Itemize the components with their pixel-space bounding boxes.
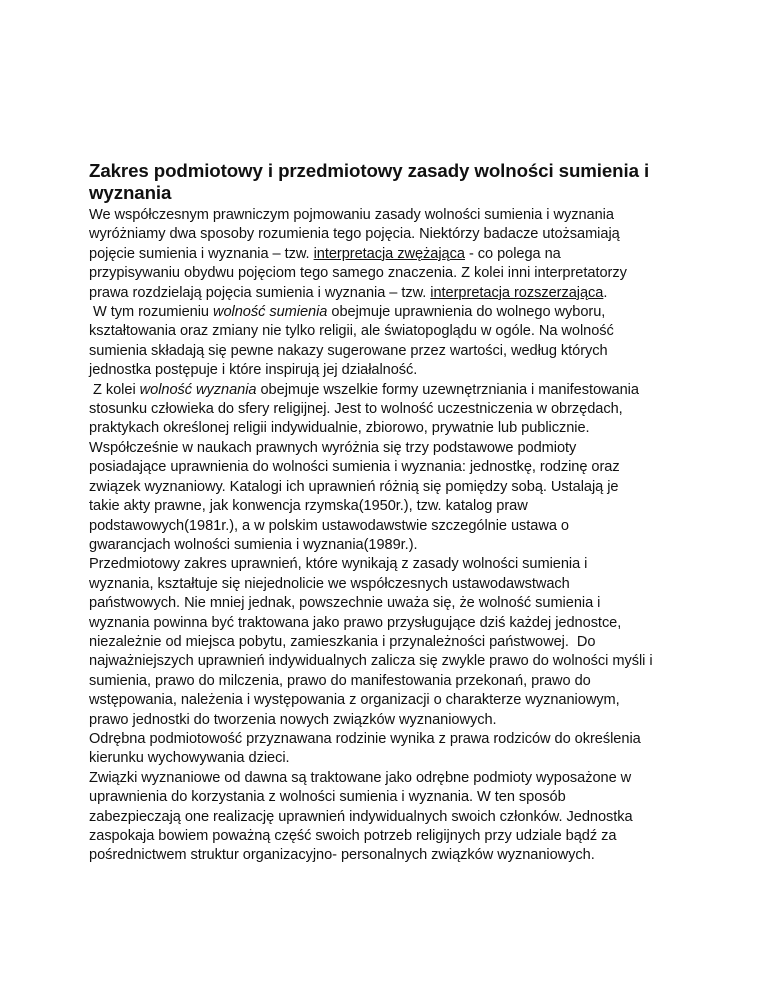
document-title [89,160,689,204]
text-line: prawa rozdzielają pojęcia sumienia i wyznania – tzw. interpretacja rozszerzająca. [89,284,608,301]
text-line: stosunku człowieka do sfery religijnej. Jest to wolność uczestniczenia w obrzędach, [89,401,623,418]
text-line: podstawowych(1981r.), a w polskim ustawodawstwie szczególnie ustawa o [89,517,569,534]
title-line: Zakres podmiotowy i przedmiotowy zasady wolności sumienia i [89,160,650,181]
text-line: niezależnie od miejsca pobytu, zamieszkania i przynależności państwowej. Do [89,633,596,650]
text-line: państwowych. Nie mniej jednak, powszechnie uważa się, że wolność sumienia i [89,595,601,612]
text-line: kierunku wychowywania dzieci. [89,750,290,767]
term-interpretacja-zwezajaca: interpretacja zwężająca [313,245,465,262]
text-line: wstępowania, należenia i występowania z organizacji o charakterze wyznaniowym, [89,692,620,709]
text-line: We współczesnym prawniczym pojmowaniu zasady wolności sumienia i wyznania [89,207,614,223]
text-line: Odrębna podmiotowość przyznawana rodzinie wynika z prawa rodziców do określenia [89,730,641,747]
text-line: Współcześnie w naukach prawnych wyróżnia się trzy podstawowe podmioty [89,439,577,456]
text-line: zabezpieczają one realizację uprawnień indywidualnych swoich członków. Jednostka [89,808,633,825]
text-line: związek wyznaniowy. Katalogi ich uprawnień różnią się pomiędzy sobą. Ustalają je [89,478,619,495]
text-line: wyznania powinna być traktowana jako prawo przysługujące dziś każdej jednostce, [89,614,622,631]
text-line: takie akty prawne, jak konwencja rzymska(1950r.), tzw. katalog praw [89,498,528,515]
text-line: kształtowania oraz zmiany nie tylko religii, ale światopoglądu w ogóle. Na wolność [89,323,614,340]
text-line: praktykach określonej religii indywidualnie, zbiorowo, prywatnie lub publicznie. [89,420,590,437]
text-line: najważniejszych uprawnień indywidualnych zalicza się zwykle prawo do wolności myśli i [89,653,653,670]
text-line: zaspokaja bowiem poważną część swoich potrzeb religijnych przy udziale bądź za [89,828,617,844]
text-line: Z kolei wolność wyznania obejmuje wszelkie formy uzewnętrzniania i manifestowania [89,381,639,398]
title-line: wyznania [89,182,172,203]
text-line: uprawnienia do korzystania z wolności sumienia i wyznania. W ten sposób [89,789,566,806]
text-line: wyznania, kształtuje się niejednolicie we współczesnych ustawodawstwach [89,575,570,592]
text-line: W tym rozumieniu wolność sumienia obejmuje uprawnienia do wolnego wyboru, [89,304,606,321]
text-line: wyróżniamy dwa sposoby rozumienia tego pojęcia. Niektórzy badacze utożsamiają [89,226,620,243]
text-line: sumienia składają się pewne nakazy sugerowane przez wartości, według których [89,342,608,359]
text-line: Związki wyznaniowe od dawna są traktowane jako odrębne podmioty wyposażone w [89,769,632,786]
text-line: pośrednictwem struktur organizacyjno- personalnych związków wyznaniowych. [89,847,595,864]
document-body [89,160,689,866]
text-line: prawo jednostki do tworzenia nowych związków wyznaniowych. [89,711,497,728]
text-line: pojęcie sumienia i wyznania – tzw. interpretacja zwężająca - co polega na [89,245,561,262]
text-line: jednostka postępuje i które inspirują jej działalność. [89,362,418,379]
text-line: przypisywaniu obydwu pojęciom tego samego znaczenia. Z kolei inni interpretatorzy [89,265,627,282]
term-wolnosc-wyznania: wolność wyznania [139,381,257,398]
text-line: Przedmiotowy zakres uprawnień, które wynikają z zasady wolności sumienia i [89,556,588,573]
text-line: sumienia, prawo do milczenia, prawo do manifestowania przekonań, prawo do [89,672,591,689]
text-line: gwarancjach wolności sumienia i wyznania(1989r.). [89,536,418,553]
term-wolnosc-sumienia: wolność sumienia [212,304,328,321]
text-line: posiadające uprawnienia do wolności sumienia i wyznania: jednostkę, rodzinę oraz [89,459,620,476]
term-interpretacja-rozszerzajaca: interpretacja rozszerzająca [430,284,604,301]
